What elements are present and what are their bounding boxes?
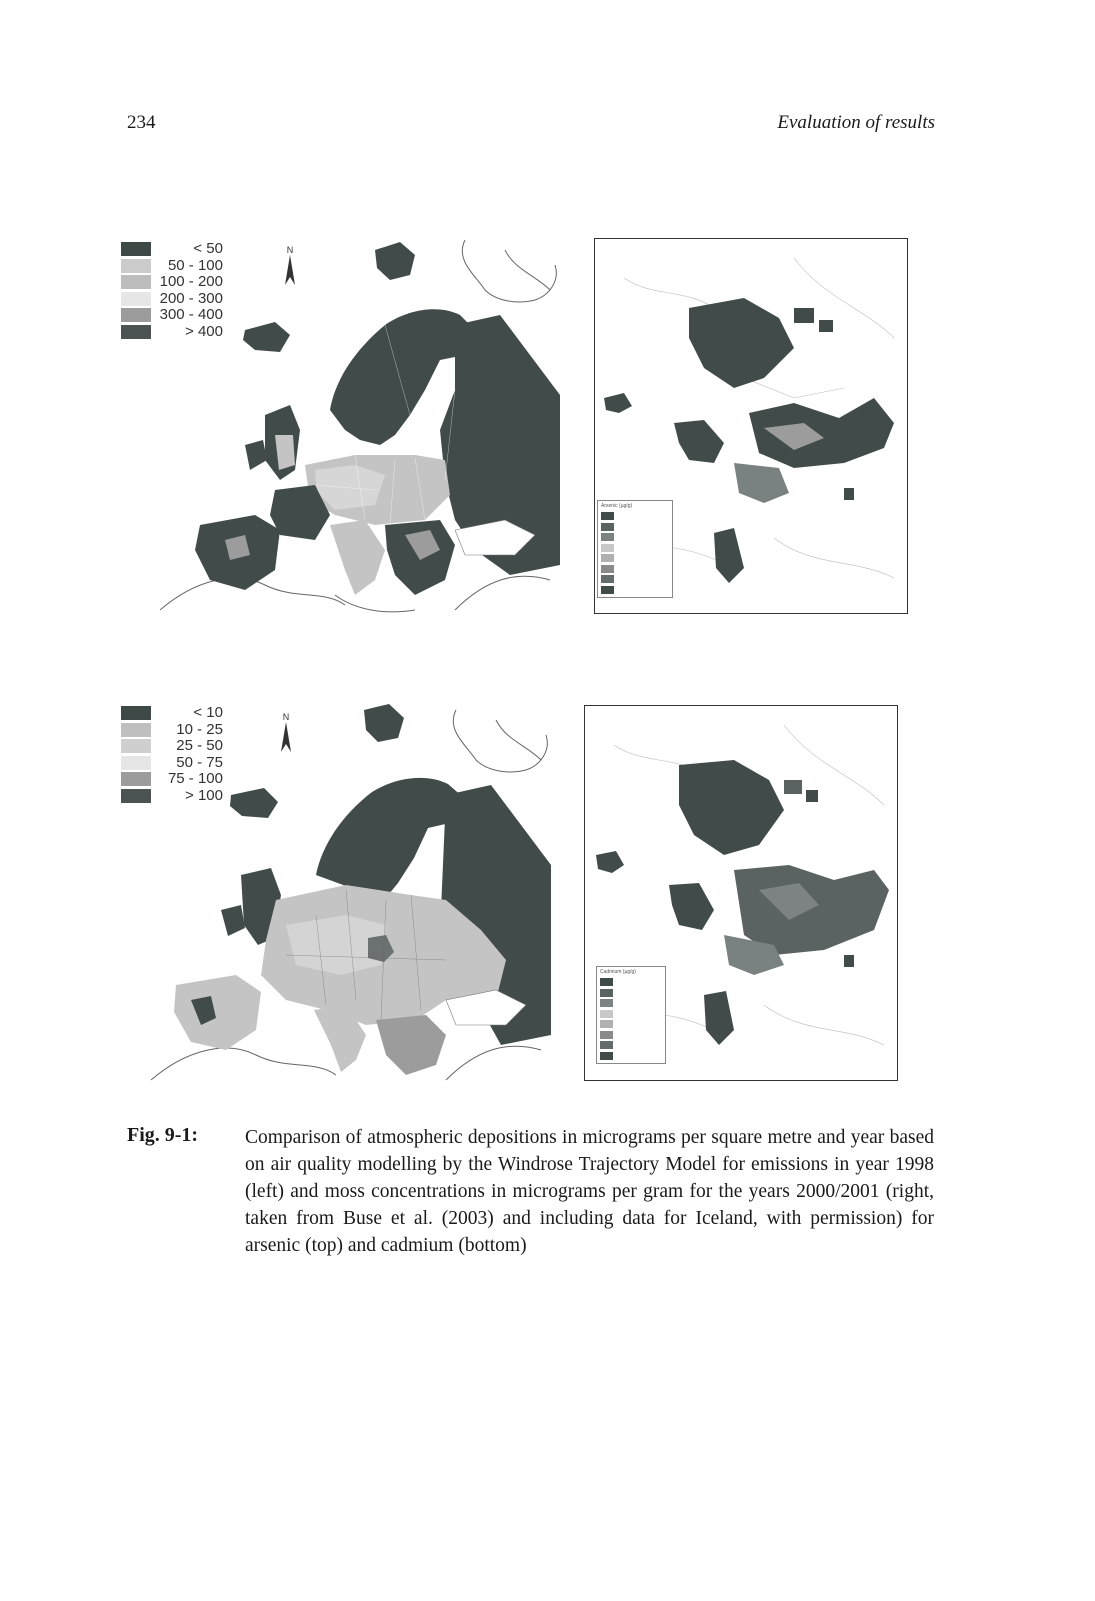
caption-text: Comparison of atmospheric depositions in micrograms per square metre and year based on air quality modelling by the Windrose Trajectory Model for emissions in year 1998 (left) and moss concentrations in micrograms per gram for the years 2000/2001 (right, taken from Buse et al. (2003) and including data for Iceland, with permission) for arsenic (top) and cadmium (bottom) bbox=[245, 1127, 934, 1256]
cadmium-moss-legend: Cadmium (µg/g) bbox=[596, 966, 666, 1064]
legend-swatch bbox=[121, 292, 151, 306]
legend-swatch bbox=[121, 308, 151, 322]
legend-label: 75 - 100 bbox=[167, 770, 223, 788]
legend-label: 100 - 200 bbox=[159, 273, 223, 291]
caption-label: Fig. 9-1: bbox=[127, 1124, 199, 1146]
north-label: N bbox=[282, 712, 290, 722]
legend-label: < 10 bbox=[193, 704, 223, 722]
arsenic-moss-legend: Arsenic (µg/g) bbox=[597, 500, 673, 598]
arsenic-deposition-map bbox=[155, 230, 565, 620]
legend-swatch bbox=[121, 259, 151, 273]
legend-label: 25 - 50 bbox=[176, 737, 223, 755]
legend-label: 200 - 300 bbox=[159, 289, 223, 307]
legend-label: > 100 bbox=[185, 786, 223, 804]
north-label: N bbox=[286, 245, 294, 255]
legend-label: 300 - 400 bbox=[159, 306, 223, 324]
legend-label: 50 - 100 bbox=[167, 256, 223, 274]
running-head: Evaluation of results bbox=[777, 112, 935, 133]
cadmium-deposition-map bbox=[146, 700, 556, 1090]
legend-swatch bbox=[121, 275, 151, 289]
legend-label: 10 - 25 bbox=[176, 720, 223, 738]
legend-swatch bbox=[121, 242, 151, 256]
legend-label: > 400 bbox=[185, 322, 223, 340]
legend-label: 50 - 75 bbox=[176, 753, 223, 771]
legend-swatch bbox=[121, 325, 151, 339]
page-number: 234 bbox=[127, 112, 156, 133]
legend-label: < 50 bbox=[193, 240, 223, 258]
